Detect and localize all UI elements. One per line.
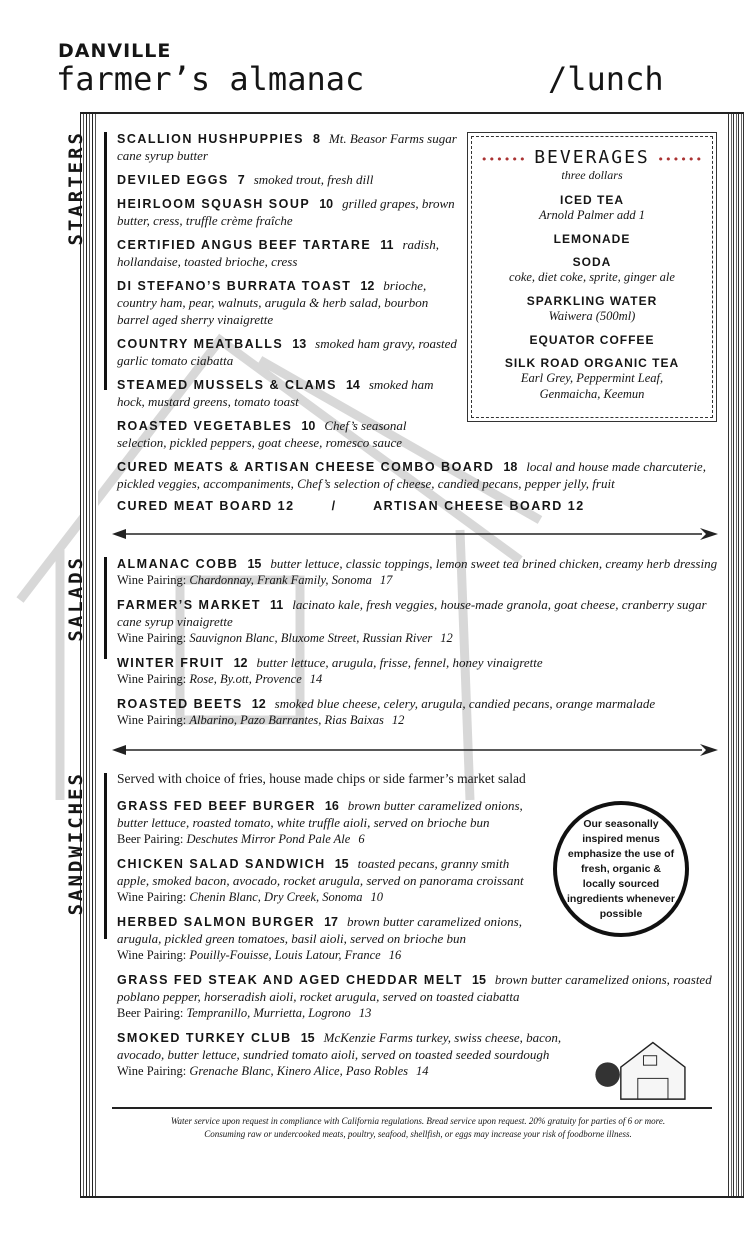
beverages-heading: BEVERAGES [534, 147, 650, 168]
item-price: 13 [292, 337, 307, 351]
pairing-wine: Tempranillo, Murrietta, Logrono [186, 1006, 351, 1020]
badge-text: Our seasonally inspired menus emphasize the use of fresh, organic & locally sourced ingredients whenever possible [567, 817, 675, 920]
item-description: butter lettuce, classic toppings, lemon sweet tea brined chicken, creamy herb dressing [270, 556, 718, 571]
item-description: brown butter caramelized onions, butter lettuce, roasted tomato, white truffle aioli, served on brioche bun [117, 798, 523, 830]
item-description: radish, hollandaise, toasted brioche, cress [117, 237, 439, 269]
pairing-label: Wine Pairing: [117, 948, 187, 962]
item-price: 12 [233, 656, 248, 670]
item-name: CHICKEN SALAD SANDWICH [117, 857, 326, 871]
item-name: DEVILED EGGS [117, 173, 229, 187]
item-price: 18 [503, 460, 518, 474]
pairing-label: Wine Pairing: [117, 1064, 187, 1078]
dots-decoration: •••••• [480, 153, 535, 166]
sandwiches-note: Served with choice of fries, house made chips or side farmer’s market salad [117, 771, 526, 786]
pairing-price: 14 [416, 1064, 429, 1078]
footer-line-1: Water service upon request in compliance with California regulations. Bread service upon request. 20% gratuity for parties of 6 or more. [170, 1116, 666, 1126]
menu-item [117, 417, 719, 451]
seasonal-badge [553, 801, 689, 937]
beverage-item [472, 356, 712, 402]
item-description: butter lettuce, arugula, frisse, fennel, honey vinaigrette [256, 655, 543, 670]
item-name: CURED MEATS & ARTISAN CHEESE COMBO BOARD [117, 460, 495, 474]
beverage-description: coke, diet coke, sprite, ginger ale [509, 270, 675, 284]
menu-item [117, 695, 719, 729]
boards-separator: / [331, 499, 337, 513]
pairing-wine: Grenache Blanc, Kinero Alice, Paso Robles [189, 1064, 408, 1078]
artisan-cheese-board: ARTISAN CHEESE BOARD 12 [373, 499, 585, 513]
beverage-description: Waiwera (500ml) [548, 309, 636, 323]
pairing-price: 17 [379, 573, 393, 587]
pairing-wine: Sauvignon Blanc, Bluxome Street, Russian River [189, 631, 433, 645]
section-label-starters: STARTERS [65, 130, 87, 246]
pairing-price: 12 [391, 713, 405, 727]
item-name: GRASS FED STEAK AND AGED CHEDDAR MELT [117, 973, 464, 987]
pairing-wine: Chardonnay, Frank Family, Sonoma [189, 573, 372, 587]
item-price: 17 [324, 915, 338, 929]
item-price: 12 [251, 697, 266, 711]
menu-content [65, 130, 719, 1141]
barn-illustration [591, 1035, 711, 1101]
pairing-price: 14 [309, 672, 323, 686]
menu-item [117, 555, 719, 589]
item-price: 14 [345, 378, 360, 392]
pairing-label: Wine Pairing: [117, 713, 187, 727]
pairing-wine: Rose, By.ott, Provence [189, 672, 302, 686]
arrow-divider [112, 527, 720, 541]
bottom-rule [80, 1196, 744, 1198]
item-name: WINTER FRUIT [117, 656, 225, 670]
cured-meat-board: CURED MEAT BOARD 12 [117, 499, 295, 513]
item-price: 11 [380, 238, 394, 252]
item-description: grilled grapes, brown butter, cress, truffle crème fraîche [117, 196, 455, 228]
wood-border-left [80, 112, 98, 1197]
item-name: HERBED SALMON BURGER [117, 915, 316, 929]
salads-section [65, 555, 719, 729]
boards-line [117, 499, 719, 513]
pairing-label: Beer Pairing: [117, 832, 184, 846]
footer-line-2: Consuming raw or undercooked meats, poultry, seafood, shellfish, or eggs may increase your risk of foodborne illness. [204, 1129, 632, 1139]
section-bar [104, 557, 107, 659]
footer-notes [117, 1115, 719, 1141]
beverages-title [472, 147, 712, 168]
pairing-line [117, 1005, 719, 1022]
item-name: SMOKED TURKEY CLUB [117, 1031, 292, 1045]
item-name: ROASTED BEETS [117, 697, 243, 711]
item-description: lacinato kale, fresh veggies, house-made granola, goat cheese, cranberry sugar cane syrup vinaigrette [117, 597, 707, 629]
item-name: GRASS FED BEEF BURGER [117, 799, 316, 813]
pairing-price: 10 [370, 890, 384, 904]
pairing-label: Wine Pairing: [117, 672, 187, 686]
pairing-wine: Deschutes Mirror Pond Pale Ale [186, 832, 351, 846]
item-description: brown butter caramelized onions, roasted poblano pepper, horseradish aioli, rocket arugula, served on toasted ciabatta [117, 972, 712, 1004]
pairing-wine: Pouilly-Fouisse, Louis Latour, France [189, 948, 381, 962]
salads-list [117, 555, 719, 729]
pairing-wine: Albarino, Pazo Barrantes, Rias Baixas [189, 713, 384, 727]
sandwiches-section [65, 771, 719, 1101]
arrow-divider [112, 743, 720, 757]
pairing-line [117, 572, 719, 589]
item-description: local and house made charcuterie, pickled veggies, accompaniments, Chef’s selection of cheese, candied pecans, pepper jelly, fruit [117, 459, 706, 491]
beverage-name: ICED TEA [559, 193, 624, 207]
item-name: ROASTED VEGETABLES [117, 419, 293, 433]
pairing-line [117, 712, 719, 729]
pairing-price: 16 [388, 948, 402, 962]
item-description: smoked ham hock, mustard greens, tomato toast [117, 377, 434, 409]
section-label-salads: SALADS [65, 555, 87, 642]
item-name: STEAMED MUSSELS & CLAMS [117, 378, 337, 392]
beverages-price: three dollars [561, 168, 623, 182]
section-bar [104, 773, 107, 939]
item-description: smoked ham gravy, roasted garlic tomato ciabatta [117, 336, 457, 368]
pairing-line [117, 947, 719, 964]
pairing-line [117, 630, 719, 647]
beverage-item [472, 333, 712, 347]
beverage-item [472, 232, 712, 246]
item-price: 15 [472, 973, 486, 987]
item-description: toasted pecans, granny smith apple, smoked bacon, avocado, rocket arugula, served on panorama croissant [117, 856, 524, 888]
menu-type: /lunch [548, 60, 664, 98]
top-rule [80, 112, 744, 114]
menu-item [117, 458, 719, 492]
beverage-name: SILK ROAD ORGANIC TEA [504, 356, 680, 370]
wood-border-right [728, 112, 744, 1197]
item-name: SCALLION HUSHPUPPIES [117, 132, 304, 146]
item-price: 10 [319, 197, 334, 211]
beverage-name: LEMONADE [553, 232, 631, 246]
menu-item [117, 654, 719, 688]
item-name: DI STEFANO’S BURRATA TOAST [117, 279, 352, 293]
ground-line [112, 1107, 712, 1109]
menu-item [117, 596, 719, 647]
item-price: 12 [360, 279, 375, 293]
starters-section [65, 130, 719, 513]
beverage-item [472, 294, 712, 324]
item-description: smoked blue cheese, celery, arugula, candied pecans, orange marmalade [274, 696, 656, 711]
restaurant-name: farmer’s almanac [56, 60, 365, 98]
item-price: 15 [300, 1031, 315, 1045]
item-price: 16 [324, 799, 339, 813]
item-name: CERTIFIED ANGUS BEEF TARTARE [117, 238, 372, 252]
dots-decoration: •••••• [649, 153, 704, 166]
item-name: ALMANAC COBB [117, 557, 239, 571]
pairing-line [117, 671, 719, 688]
item-price: 8 [312, 132, 320, 146]
pairing-label: Wine Pairing: [117, 890, 187, 904]
item-price: 7 [237, 173, 245, 187]
beverages-list [472, 193, 712, 402]
item-description: brioche, country ham, pear, walnuts, arugula & herb salad, bourbon barrel aged sherry vinaigrette [117, 278, 429, 327]
pairing-wine: Chenin Blanc, Dry Creek, Sonoma [189, 890, 363, 904]
beverage-name: SODA [572, 255, 612, 269]
section-bar [104, 132, 107, 390]
item-name: COUNTRY MEATBALLS [117, 337, 284, 351]
beverage-item [472, 193, 712, 223]
beverage-name: EQUATOR COFFEE [529, 333, 655, 347]
beverages-box [471, 136, 713, 418]
item-description: Chef’s seasonal selection, pickled peppers, goat cheese, romesco sauce [117, 418, 407, 450]
beverage-description: Earl Grey, Peppermint Leaf, Genmaicha, Keemun [520, 371, 664, 401]
item-price: 15 [334, 857, 349, 871]
pairing-price: 13 [358, 1006, 372, 1020]
beverage-item [472, 255, 712, 285]
menu-item [117, 971, 719, 1022]
city-name: DANVILLE [58, 40, 172, 62]
item-name: HEIRLOOM SQUASH SOUP [117, 197, 311, 211]
pairing-label: Wine Pairing: [117, 631, 187, 645]
pairing-price: 6 [358, 832, 365, 846]
item-description: Mt. Beasor Farms sugar cane syrup butter [117, 131, 457, 163]
pairing-label: Wine Pairing: [117, 573, 187, 587]
pairing-price: 12 [440, 631, 453, 645]
beverage-description: Arnold Palmer add 1 [539, 208, 645, 222]
item-description: McKenzie Farms turkey, swiss cheese, bacon, avocado, butter lettuce, sundried tomato aioli, served on toasted seeded sourdough [117, 1030, 562, 1062]
item-description: smoked trout, fresh dill [253, 172, 374, 187]
section-label-sandwiches: SANDWICHES [65, 771, 87, 916]
item-price: 15 [247, 557, 262, 571]
beverage-name: SPARKLING WATER [526, 294, 658, 308]
pairing-label: Beer Pairing: [117, 1006, 184, 1020]
item-price: 10 [301, 419, 316, 433]
item-description: brown butter caramelized onions, arugula, pickled green tomatoes, basil aioli, served on brioche bun [117, 914, 522, 946]
item-price: 11 [270, 598, 284, 612]
item-name: FARMER’S MARKET [117, 598, 262, 612]
